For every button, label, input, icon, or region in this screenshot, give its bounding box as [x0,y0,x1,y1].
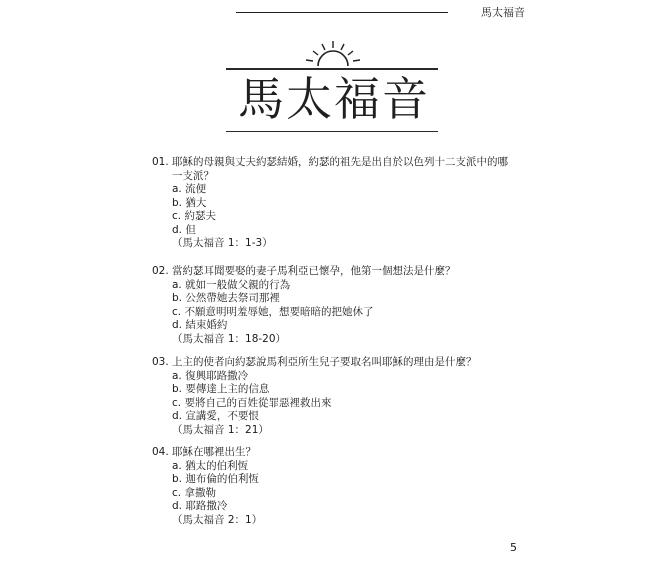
option-a: a. 流便 [172,183,207,195]
question-text: 03. 上主的使者向約瑟說馬利亞所生兒子要取名叫耶穌的理由是什麼？ [152,356,477,368]
option-b: b. 迦布倫的伯利恆 [172,473,259,485]
running-title: 馬太福音 [481,6,525,19]
page-title: 馬太福音 [238,72,430,126]
option-b: b. 猶大 [172,196,207,209]
question-3 [152,356,512,437]
option-d: d. 宣講愛，不要恨 [172,410,259,422]
scripture-reference: （馬太福音 2：1） [172,513,263,526]
sunrise-ornament-icon [304,40,362,66]
option-c: c. 拿撒勒 [172,486,216,499]
header-rule [236,12,448,13]
scripture-reference: （馬太福音 1：1-3） [172,237,273,249]
option-d: d. 結束婚約 [172,319,228,331]
question-1 [152,156,512,251]
option-a: a. 猶太的伯利恆 [172,459,249,472]
question-text: 02. 當約瑟耳聞要娶的妻子馬利亞已懷孕，他第一個想法是什麼？ [152,265,456,277]
option-b: b. 要傳達上主的信息 [172,383,270,395]
question-text: 04. 耶穌在哪裡出生？ [152,446,257,458]
option-c: c. 約瑟夫 [172,210,216,222]
option-c: c. 不願意明明羞辱她，想要暗暗的把她休了 [172,305,374,318]
question-text: 01. 耶穌的母親與丈夫約瑟結婚，約瑟的祖先是出自於以色列十二支派中的哪一支派？ [152,156,509,182]
page-number: 5 [510,541,517,554]
option-d: d. 耶路撒冷 [172,500,228,512]
option-a: a. 就如一般做父親的行為 [172,278,291,291]
title-rule-bottom [226,131,438,132]
question-4 [152,446,512,527]
scripture-reference: （馬太福音 1：21） [172,423,269,436]
option-a: a. 復興耶路撒冷 [172,369,249,382]
question-2 [152,265,512,346]
scripture-reference: （馬太福音 1：18-20） [172,332,287,345]
option-d: d. 但 [172,223,196,236]
option-c: c. 要將自己的百姓從罪惡裡救出來 [172,396,332,409]
option-b: b. 公然帶她去祭司那裡 [172,292,280,304]
